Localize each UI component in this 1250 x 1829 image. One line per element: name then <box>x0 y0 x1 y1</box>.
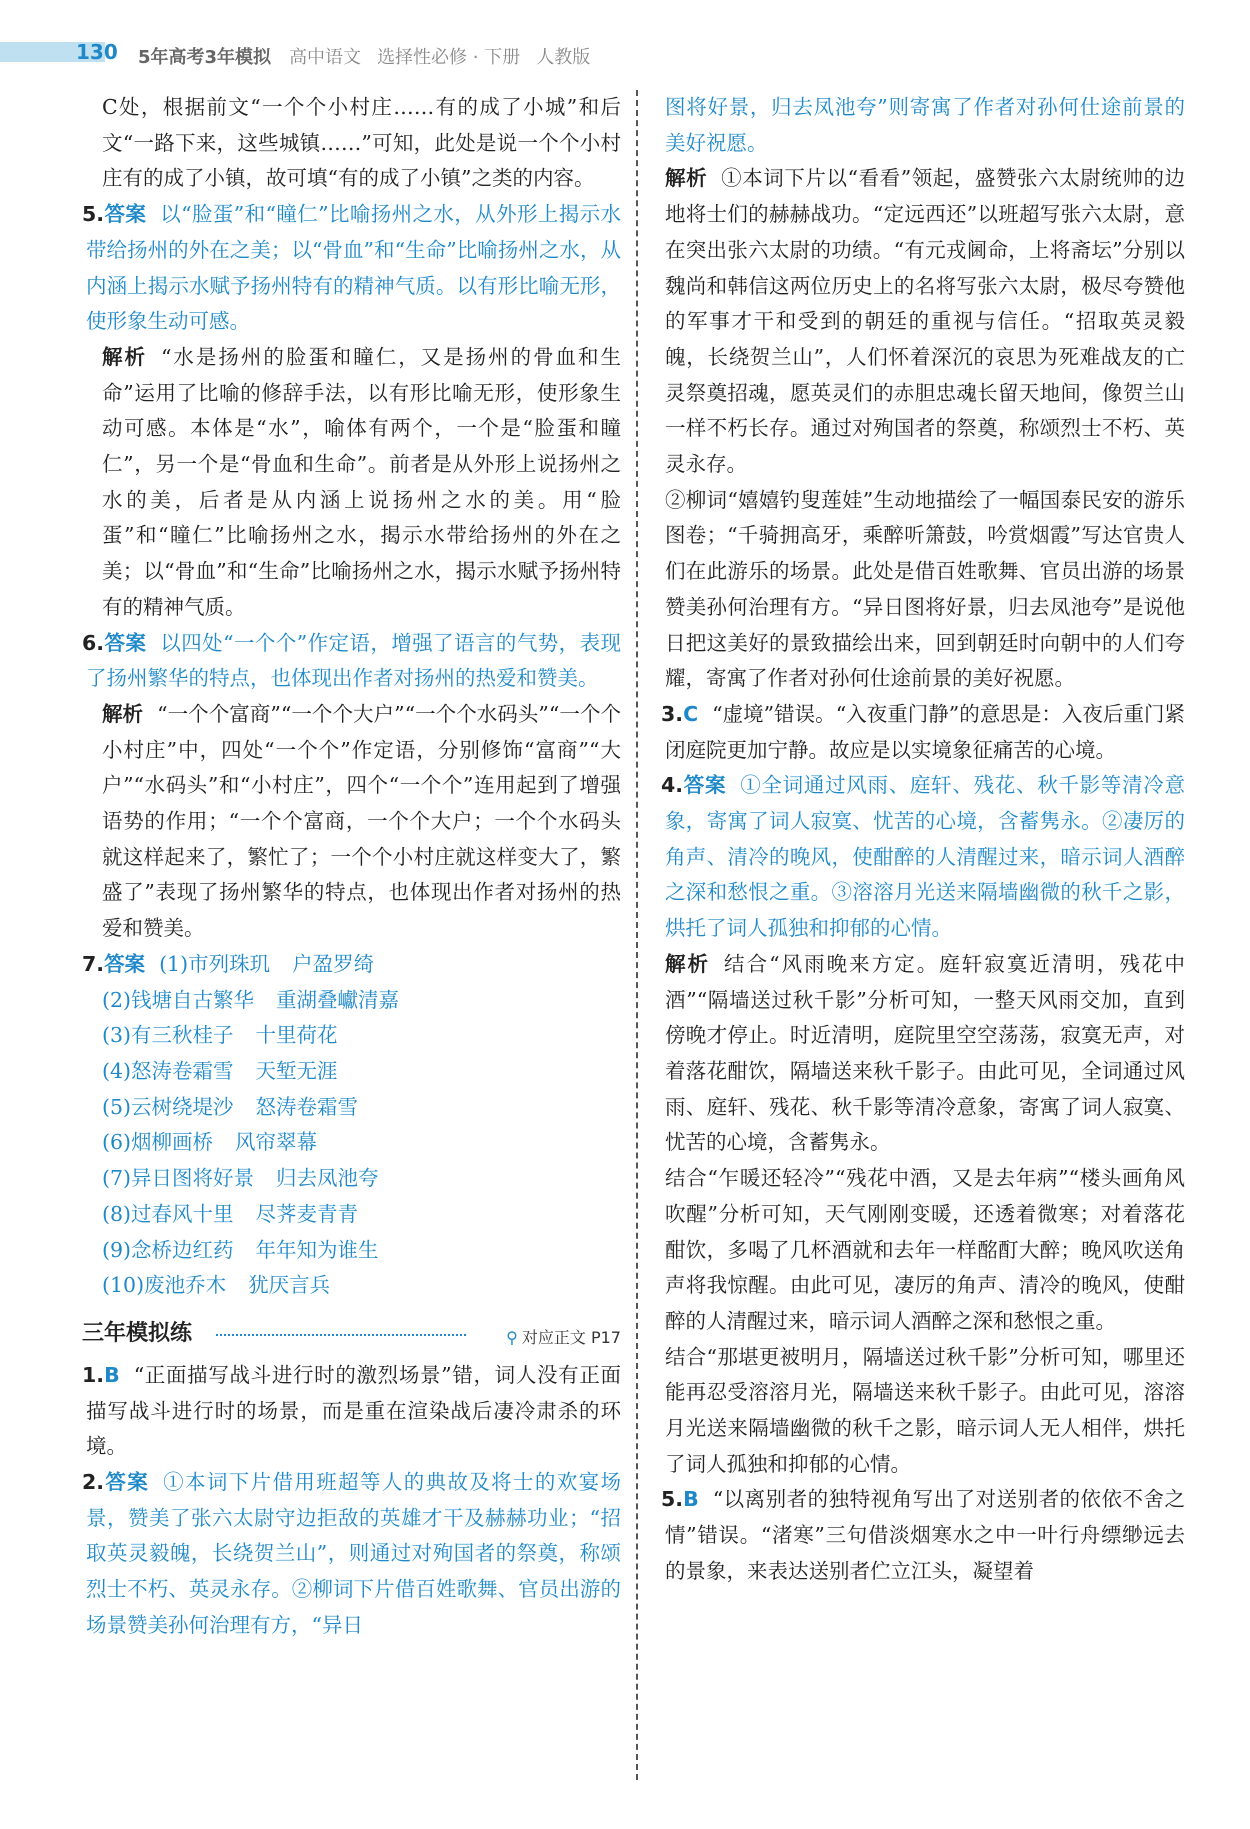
s2-analysis-2: ②柳词“嬉嬉钓叟莲娃”生动地描绘了一幅国泰民安的游乐图卷；“千骑拥高牙，乘醉听箫鼓，吟赏烟霞”写达官贵人们在此游乐的场景。此处是借百姓歌舞、官员出游的场景赞美孙何治理有方。“异日图将好景，归去凤池夸”是说他日把这美好的景致描绘出来，回到朝廷时向朝中的人们夸耀，寄寓了作者对孙何仕途前景的美好祝愿。 <box>665 487 1185 691</box>
page-number: 130 <box>76 40 118 64</box>
q7-item-a: 废池乔木 <box>144 1273 227 1298</box>
q7-item-number: (6) <box>102 1130 132 1155</box>
s2-analysis <box>665 161 1185 482</box>
q6-answer-text: 以四处“一个个”作定语，增强了语言的气势，表现了扬州繁华的特点，也体现出作者对扬州的热爱和赞美。 <box>86 630 621 691</box>
q7-item-a: 过春风十里 <box>131 1201 234 1226</box>
q7-item-b: 归去凤池夸 <box>276 1166 379 1191</box>
s5-number: 5. <box>661 1487 684 1512</box>
s3-choice: C <box>683 701 699 726</box>
answer-label: 答案 <box>104 630 147 655</box>
answer-label: 答案 <box>683 773 727 798</box>
q7-item-b: 年年知为谁生 <box>255 1237 379 1262</box>
q6-analysis-text: “一个个富商”“一个个大户”“一个个水码头”“一个个小村庄”中，四处“一个个”作定语，分别修饰“富商”“大户”“水码头”和“小村庄”，四个“一个个”连用起到了增强语势的作用；“一个个富商，一个个大户；一个个水码头就这样起来了，繁忙了；一个个小村庄就这样变大了，繁盛了”表现了扬州繁华的特点，也体现出作者对扬州的热爱和赞美。 <box>102 701 621 941</box>
s4-analysis-text-1: 结合“风雨晚来方定。庭轩寂寞近清明，残花中酒”“隔墙送过秋千影”分析可知，一整天风雨交加，直到傍晚才停止。时近清明，庭院里空空荡荡，寂寞无声，对着落花酣饮，隔墙送来秋千影子。由此可见，全词通过风雨、庭轩、残花、秋千影等清冷意象，寄寓了词人寂寞、忧苦的心境，含蓄隽永。 <box>665 951 1185 1155</box>
intro-paragraph: C处，根据前文“一个个小村庄……有的成了小城”和后文“一路下来，这些城镇……”可知，此处是说一个个小村庄有的成了小镇，故可填“有的成了小镇”之类的内容。 <box>102 95 621 191</box>
q7-row <box>86 1233 621 1269</box>
edition: 人教版 <box>536 47 591 68</box>
q7-item-number: (7) <box>102 1166 132 1191</box>
s1-choice: B <box>104 1362 120 1387</box>
q7-item-number: (5) <box>102 1094 132 1119</box>
s4-answer-text: ①全词通过风雨、庭轩、残花、秋千影等清冷意象，寄寓了词人寂寞、忧苦的心境，含蓄隽永。②凄厉的角声、清冷的晚风，使酣醉的人清醒过来，暗示词人酒醉之深和愁恨之重。③溶溶月光送来隔墙幽微的秋千之影，烘托了词人孤独和抑郁的心情。 <box>665 773 1186 941</box>
q7-item-a: 烟柳画桥 <box>131 1130 214 1155</box>
q7-item-a: 有三秋桂子 <box>131 1023 234 1048</box>
subject: 高中语文 <box>289 47 362 68</box>
q7-row <box>86 1090 621 1126</box>
running-header <box>138 43 606 69</box>
q7-item-b: 尽荠麦青青 <box>255 1201 359 1226</box>
s5-text: “以离别者的独特视角写出了对送别者的依依不舍之情”错误。“渚寒”三句借淡烟寒水之中一叶行舟缥缈远去的景象，来表达送别者伫立江头，凝望着 <box>665 1487 1185 1583</box>
q7-row <box>86 983 621 1019</box>
s4-answer <box>661 768 1186 947</box>
q7-item-a: 云树绕堤沙 <box>131 1094 234 1119</box>
q7-item-a: 念桥边红药 <box>131 1237 234 1262</box>
q7-item-number: (4) <box>102 1058 132 1083</box>
analysis-label: 解析 <box>665 951 711 976</box>
q7-row <box>86 1197 621 1233</box>
q7-number: 7. <box>82 951 105 976</box>
section-rule <box>216 1334 466 1336</box>
answer-label: 答案 <box>104 202 147 227</box>
s5-choice: B <box>683 1487 699 1512</box>
page-header <box>0 30 1250 80</box>
s4-analysis-2: 结合“乍暖还轻冷”“残花中酒，又是去年病”“楼头画角风吹醒”分析可知，天气刚刚变暖，还透着微寒；对着落花酣饮，多喝了几杯酒就和去年一样酩酊大醉；晚风吹送角声将我惊醒。由此可见，凄厉的角声、清冷的晚风，使酣醉的人清醒过来，暗示词人酒醉之深和愁恨之重。 <box>665 1166 1185 1333</box>
q7-item-number: (3) <box>102 1023 132 1048</box>
q7-item-b: 怒涛卷霜雪 <box>255 1094 359 1119</box>
section-title: 三年模拟练 <box>82 1320 193 1346</box>
answer-label: 答案 <box>104 1470 150 1495</box>
s2-answer-continued: 图将好景，归去凤池夸”则寄寓了作者对孙何仕途前景的美好祝愿。 <box>665 95 1185 155</box>
q7-item-number: (10) <box>102 1273 145 1298</box>
q7-item-a: 异日图将好景 <box>131 1166 255 1191</box>
q6-answer <box>82 626 621 697</box>
q7-item-a: 钱塘自古繁华 <box>131 987 255 1012</box>
s4-number: 4. <box>661 773 684 798</box>
q7-row <box>86 1054 621 1090</box>
s4-analysis <box>665 947 1185 1161</box>
analysis-label: 解析 <box>102 701 144 726</box>
q7-row <box>86 1268 621 1304</box>
q7-item-b: 犹厌言兵 <box>248 1273 331 1298</box>
q7-answers <box>82 947 621 1304</box>
s2-answer-text: ①本词下片借用班超等人的典故及将士的欢宴场景，赞美了张六太尉守边拒敌的英雄才干及赫赫功业；“招取英灵毅魄，长绕贺兰山”，则通过对殉国者的祭奠，称颂烈士不朽、英灵永存。②柳词下片借百姓歌舞、官员出游的场景赞美孙何治理有方，“异日 <box>86 1470 622 1637</box>
s3-answer <box>661 697 1185 768</box>
s1-text: “正面描写战斗进行时的激烈场景”错，词人没有正面描写战斗进行时的场景，而是重在渲染战后凄冷肃杀的环境。 <box>86 1362 621 1459</box>
column-divider <box>636 90 638 1780</box>
s3-text: “虚境”错误。“入夜重门静”的意思是：入夜后重门紧闭庭院更加宁静。故应是以实境象征痛苦的心境。 <box>665 701 1185 762</box>
analysis-label: 解析 <box>102 344 147 369</box>
analysis-label: 解析 <box>665 166 708 191</box>
q6-analysis <box>86 697 621 947</box>
s2-number: 2. <box>82 1470 105 1495</box>
q7-item-number: (8) <box>102 1201 132 1226</box>
series-title: 5年高考3年模拟 <box>138 47 272 68</box>
q7-item-number: (1) <box>159 951 189 976</box>
q7-item-a: 怒涛卷霜雪 <box>131 1058 234 1083</box>
section-reference-text: 对应正文 P17 <box>521 1327 621 1347</box>
q7-item-number: (2) <box>102 987 132 1012</box>
q7-item-b: 十里荷花 <box>255 1023 338 1048</box>
s2-answer <box>82 1465 622 1644</box>
q6-number: 6. <box>82 630 105 655</box>
section-reference <box>506 1320 621 1356</box>
volume: 选择性必修 · 下册 <box>377 47 521 68</box>
q7-row <box>82 947 621 983</box>
s2-analysis-text-1: ①本词下片以“看看”领起，盛赞张六太尉统帅的边地将士们的赫赫战功。“定远西还”以班超写张六太尉，意在突出张六太尉的功绩。“有元戎阃命，上将斋坛”分别以魏尚和韩信这两位历史上的名将写张六太尉，极尽夸赞他的军事才干和受到的朝廷的重视与信任。“招取英灵毅魄，长绕贺兰山”，人们怀着深沉的哀思为死难战友的亡灵祭奠招魂，愿英灵们的赤胆忠魂长留天地间，像贺兰山一样不朽长存。通过对殉国者的祭奠，称颂烈士不朽、英灵永存。 <box>665 166 1186 477</box>
q7-item-b: 户盈罗绮 <box>292 951 375 976</box>
s4-analysis-3: 结合“那堪更被明月，隔墙送过秋千影”分析可知，哪里还能再忍受溶溶月光，隔墙送来秋千影子。由此可见，溶溶月光送来隔墙幽微的秋千之影，暗示词人无人相伴，烘托了词人孤独和抑郁的心情。 <box>665 1344 1185 1476</box>
s5-answer <box>661 1482 1185 1589</box>
q7-item-b: 风帘翠幕 <box>235 1130 318 1155</box>
left-column <box>82 90 622 1644</box>
answer-label: 答案 <box>104 951 146 976</box>
s1-number: 1. <box>82 1362 105 1387</box>
q7-item-a: 市列珠玑 <box>188 951 271 976</box>
s3-number: 3. <box>661 701 684 726</box>
right-column <box>661 90 1186 1590</box>
q7-row <box>86 1125 621 1161</box>
q7-item-number: (9) <box>102 1237 132 1262</box>
q7-item-b: 重湖叠巘清嘉 <box>276 987 400 1012</box>
q7-row <box>86 1018 621 1054</box>
search-icon: ⚲ <box>506 1327 518 1347</box>
q5-answer-text: 以“脸蛋”和“瞳仁”比喻扬州之水，从外形上揭示水带给扬州的外在之美；以“骨血”和“生命”比喻扬州之水，从内涵上揭示水赋予扬州特有的精神气质。以有形比喻无形，使形象生动可感。 <box>86 202 621 334</box>
s1-answer <box>82 1358 621 1465</box>
q5-analysis-text: “水是扬州的脸蛋和瞳仁，又是扬州的骨血和生命”运用了比喻的修辞手法，以有形比喻无形，使形象生动可感。本体是“水”，喻体有两个，一个是“脸蛋和瞳仁”，另一个是“骨血和生命”。前者是从外形上说扬州之水的美，后者是从内涵上说扬州之水的美。用“脸蛋”和“瞳仁”比喻扬州之水，揭示水带给扬州的外在之美；以“骨血”和“生命”比喻扬州之水，揭示水赋予扬州特有的精神气质。 <box>102 344 622 619</box>
q5-number: 5. <box>82 202 105 227</box>
q5-answer <box>82 197 621 340</box>
section-heading <box>82 1312 621 1358</box>
q5-analysis <box>86 340 621 626</box>
q7-item-b: 天堑无涯 <box>255 1058 338 1083</box>
q7-row <box>86 1161 621 1197</box>
